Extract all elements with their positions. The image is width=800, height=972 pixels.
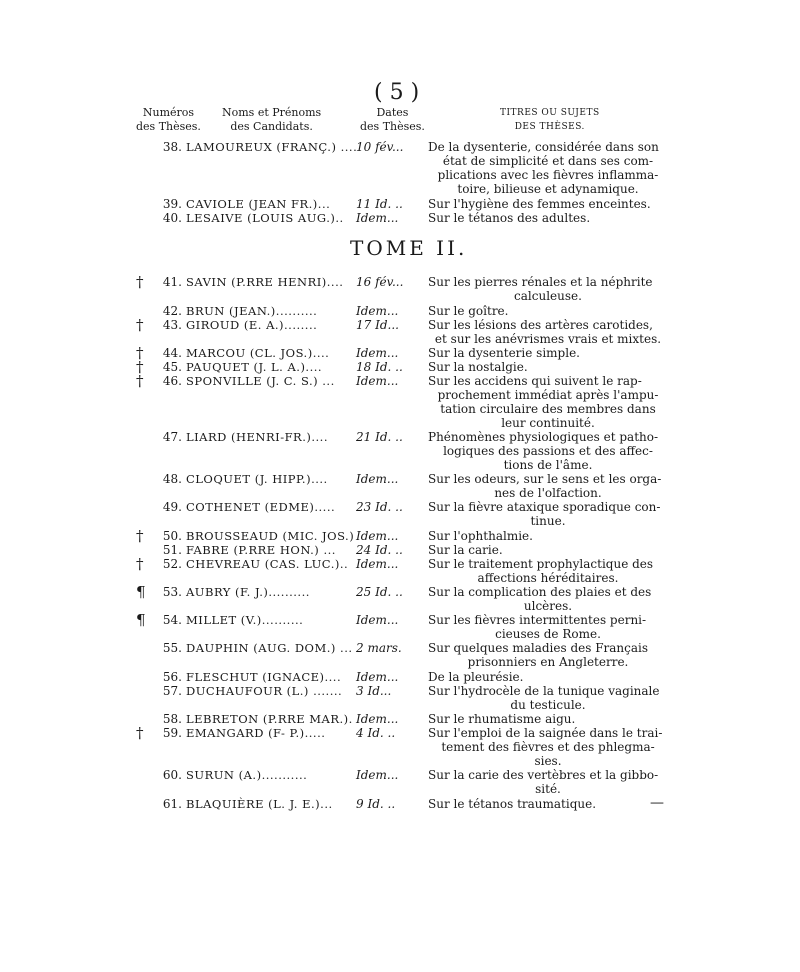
entry-mark: † — [136, 358, 144, 376]
entry-name: BROUSSEAUD (MIC. JOS.) — [186, 529, 355, 543]
entry-date: Idem... — [356, 472, 399, 486]
entry-title — [428, 374, 668, 430]
entry-title-line: ulcères. — [523, 599, 573, 613]
entry-number: 48. — [162, 472, 182, 486]
entry-title-line: Sur les fièvres intermittentes perni- — [428, 613, 647, 627]
entry-number: 38. — [162, 140, 182, 154]
entry-date: 9 Id. .. — [356, 797, 396, 811]
entry-title-line: et sur les anévrismes vrais et mixtes. — [434, 332, 662, 346]
entry-number: 52. — [162, 557, 182, 571]
entry-name: BLAQUIÈRE (L. J. E.)... — [186, 797, 333, 811]
entry-number: 49. — [162, 500, 182, 514]
entry-number: 53. — [162, 585, 182, 599]
entry-mark: † — [136, 724, 144, 742]
entry-number: 47. — [162, 430, 182, 444]
entry-number: 55. — [162, 641, 182, 655]
entry-title — [428, 472, 668, 500]
entry-number: 41. — [162, 275, 182, 289]
entry-title-line: Sur l'hygiène des femmes enceintes. — [428, 197, 651, 211]
entry-title-line: Sur les pierres rénales et la néphrite — [428, 275, 653, 289]
entry-title-line: Phénomènes physiologiques et patho- — [428, 430, 659, 444]
entry-title-line: affections héréditaires. — [477, 571, 619, 585]
entry-date: Idem... — [356, 346, 399, 360]
entry-date: 24 Id. .. — [356, 543, 403, 557]
entry-date: 17 Id... — [356, 318, 399, 332]
entry-date: 23 Id. .. — [356, 500, 403, 514]
entry-name: CAVIOLE (JEAN FR.)... — [186, 197, 331, 211]
entry-date: 11 Id. .. — [356, 197, 403, 211]
header-dates-line1: Dates — [376, 106, 409, 119]
entry-title-line: toire, bilieuse et adynamique. — [457, 182, 639, 196]
entry-title-line: plications avec les fièvres inflamma- — [437, 168, 659, 182]
entry-title-line: sies. — [534, 754, 562, 768]
entry-date: Idem... — [356, 613, 399, 627]
entry-title-line: tation circulaire des membres dans — [440, 402, 656, 416]
entry-title-line: Sur le tétanos des adultes. — [428, 211, 591, 225]
entry-title-line: De la dysenterie, considérée dans son — [428, 140, 659, 154]
entry-title — [428, 304, 668, 318]
entry-name: PAUQUET (J. L. A.).... — [186, 360, 323, 374]
entry-title-line: Sur le traitement prophylactique des — [428, 557, 654, 571]
entry-number: 57. — [162, 684, 182, 698]
entry-number: 46. — [162, 374, 182, 388]
entry-number: 58. — [162, 712, 182, 726]
entry-title-line: Sur la dysenterie simple. — [428, 346, 580, 360]
entry-name: FLESCHUT (IGNACE).... — [186, 670, 342, 684]
entry-mark: † — [136, 273, 144, 291]
entry-title — [428, 684, 668, 712]
entry-title — [428, 360, 668, 374]
entry-title-line: Sur la carie des vertèbres et la gibbo- — [428, 768, 659, 782]
entry-title-line: Sur l'hydrocèle de la tunique vaginale — [428, 684, 660, 698]
entry-title — [428, 529, 668, 543]
entry-title-line: Sur les lésions des artères carotides, — [428, 318, 653, 332]
entry-mark: ¶ — [136, 611, 146, 629]
entry-date: Idem... — [356, 712, 399, 726]
entry-name: LESAIVE (LOUIS AUG.).. — [186, 211, 344, 225]
entry-number: 39. — [162, 197, 182, 211]
entry-title — [428, 500, 668, 528]
entry-name: LAMOUREUX (FRANÇ.) .... — [186, 140, 358, 154]
entry-title-line: Sur la complication des plaies et des — [428, 585, 652, 599]
header-titres-line1: TITRES OU SUJETS — [500, 108, 600, 118]
entry-name: COTHENET (EDME)..... — [186, 500, 336, 514]
entry-number: 56. — [162, 670, 182, 684]
entry-name: DAUPHIN (AUG. DOM.) ... — [186, 641, 353, 655]
entry-name: CLOQUET (J. HIPP.).... — [186, 472, 328, 486]
entry-title-line: Sur le tétanos traumatique. — [428, 797, 597, 811]
page-number: ( 5 ) — [374, 80, 420, 105]
entry-title-line: leur continuité. — [501, 416, 595, 430]
header-numeros — [136, 106, 201, 134]
entry-title-line: De la pleurésie. — [428, 670, 524, 684]
header-dates — [360, 106, 425, 134]
header-numeros-line2: des Thèses. — [136, 120, 201, 133]
entry-title — [428, 670, 668, 684]
end-mark: — — [650, 795, 664, 811]
entry-name: GIROUD (E. A.)........ — [186, 318, 318, 332]
entry-date: Idem... — [356, 670, 399, 684]
entry-name: MILLET (V.).......... — [186, 613, 304, 627]
entry-title — [428, 275, 668, 303]
header-noms-line2: des Candidats. — [230, 120, 313, 133]
entry-name: LIARD (HENRI-FR.).... — [186, 430, 328, 444]
entry-name: AUBRY (F. J.).......... — [186, 585, 310, 599]
entry-title-line: logiques des passions et des affec- — [443, 444, 653, 458]
entry-name: CHEVREAU (CAS. LUC.).. — [186, 557, 349, 571]
entry-title — [428, 797, 668, 811]
entry-title-line: Sur l'emploi de la saignée dans le trai- — [428, 726, 663, 740]
entry-title — [428, 712, 668, 726]
entry-mark: † — [136, 372, 144, 390]
entry-number: 43. — [162, 318, 182, 332]
entry-number: 44. — [162, 346, 182, 360]
entry-name: SURUN (A.)........... — [186, 768, 308, 782]
entry-number: 45. — [162, 360, 182, 374]
entry-mark: † — [136, 555, 144, 573]
entry-date: Idem... — [356, 557, 399, 571]
entry-title-line: sité. — [535, 782, 561, 796]
entry-mark: ¶ — [136, 583, 146, 601]
entry-title — [428, 197, 668, 211]
entry-name: EMANGARD (F- P.)..... — [186, 726, 326, 740]
entry-title — [428, 430, 668, 472]
entry-date: Idem... — [356, 768, 399, 782]
entry-mark: † — [136, 316, 144, 334]
entry-name: DUCHAUFOUR (L.) ....... — [186, 684, 343, 698]
entry-number: 51. — [162, 543, 182, 557]
entry-mark: † — [136, 527, 144, 545]
entry-date: 25 Id. .. — [356, 585, 403, 599]
entry-title-line: Sur la carie. — [428, 543, 503, 557]
entry-title — [428, 768, 668, 796]
entry-title-line: cieuses de Rome. — [495, 627, 601, 641]
entry-title-line: nes de l'olfaction. — [494, 486, 602, 500]
header-noms-line1: Noms et Prénoms — [222, 106, 322, 119]
entry-title — [428, 346, 668, 360]
entry-title — [428, 585, 668, 613]
entry-name: LEBRETON (P.RRE MAR.). — [186, 712, 353, 726]
entry-title — [428, 726, 668, 768]
entry-name: BRUN (JEAN.).......... — [186, 304, 318, 318]
entry-date: 16 fév... — [356, 275, 404, 289]
entry-title-line: Sur le goître. — [428, 304, 509, 318]
section-title: TOME II. — [350, 236, 468, 260]
entry-number: 54. — [162, 613, 182, 627]
entry-title — [428, 641, 668, 669]
entry-title-line: Sur le rhumatisme aigu. — [428, 712, 576, 726]
entry-title-line: du testicule. — [510, 698, 586, 712]
entry-title — [428, 557, 668, 585]
entry-title-line: état de simplicité et dans ses com- — [442, 154, 654, 168]
header-titres-line2: DES THÈSES. — [514, 122, 585, 132]
entry-title-line: Sur la nostalgie. — [428, 360, 528, 374]
entry-name: SAVIN (P.RRE HENRI).... — [186, 275, 344, 289]
entry-title — [428, 211, 668, 225]
entry-date: Idem... — [356, 374, 399, 388]
entry-date: Idem... — [356, 304, 399, 318]
entry-date: Idem... — [356, 211, 399, 225]
header-numeros-line1: Numéros — [142, 106, 195, 119]
entry-number: 60. — [162, 768, 182, 782]
entry-date: 4 Id. .. — [356, 726, 396, 740]
entry-title-line: prisonniers en Angleterre. — [467, 655, 629, 669]
entry-title-line: Sur les accidens qui suivent le rap- — [428, 374, 642, 388]
entry-name: MARCOU (CL. JOS.).... — [186, 346, 330, 360]
entry-number: 61. — [162, 797, 182, 811]
entry-name: FABRE (P.RRE HON.) ... — [186, 543, 336, 557]
entry-number: 40. — [162, 211, 182, 225]
entry-title-line: calculeuse. — [514, 289, 582, 303]
header-dates-line2: des Thèses. — [360, 120, 425, 133]
entry-date: Idem... — [356, 529, 399, 543]
entry-date: 2 mars. — [356, 641, 402, 655]
entry-date: 10 fév... — [356, 140, 404, 154]
entry-title — [428, 613, 668, 641]
entry-title-line: prochement immédiat après l'ampu- — [437, 388, 659, 402]
entry-name: SPONVILLE (J. C. S.) ... — [186, 374, 335, 388]
entry-mark: † — [136, 344, 144, 362]
header-noms — [222, 106, 321, 134]
entry-number: 42. — [162, 304, 182, 318]
entry-title-line: Sur les odeurs, sur le sens et les orga- — [428, 472, 662, 486]
header-titres — [500, 106, 600, 134]
entry-date: 21 Id. .. — [356, 430, 403, 444]
entry-title-line: tions de l'âme. — [503, 458, 593, 472]
entry-title-line: Sur l'ophthalmie. — [428, 529, 533, 543]
entry-title-line: Sur la fièvre ataxique sporadique con- — [428, 500, 661, 514]
entry-number: 50. — [162, 529, 182, 543]
entry-title — [428, 318, 668, 346]
entry-title-line: tement des fièvres et des phlegma- — [441, 740, 655, 754]
entry-title-line: tinue. — [530, 514, 566, 528]
entry-date: 18 Id. .. — [356, 360, 403, 374]
entry-title — [428, 543, 668, 557]
entry-date: 3 Id... — [356, 684, 392, 698]
entry-number: 59. — [162, 726, 182, 740]
entry-title-line: Sur quelques maladies des Français — [428, 641, 649, 655]
entry-title — [428, 140, 668, 196]
